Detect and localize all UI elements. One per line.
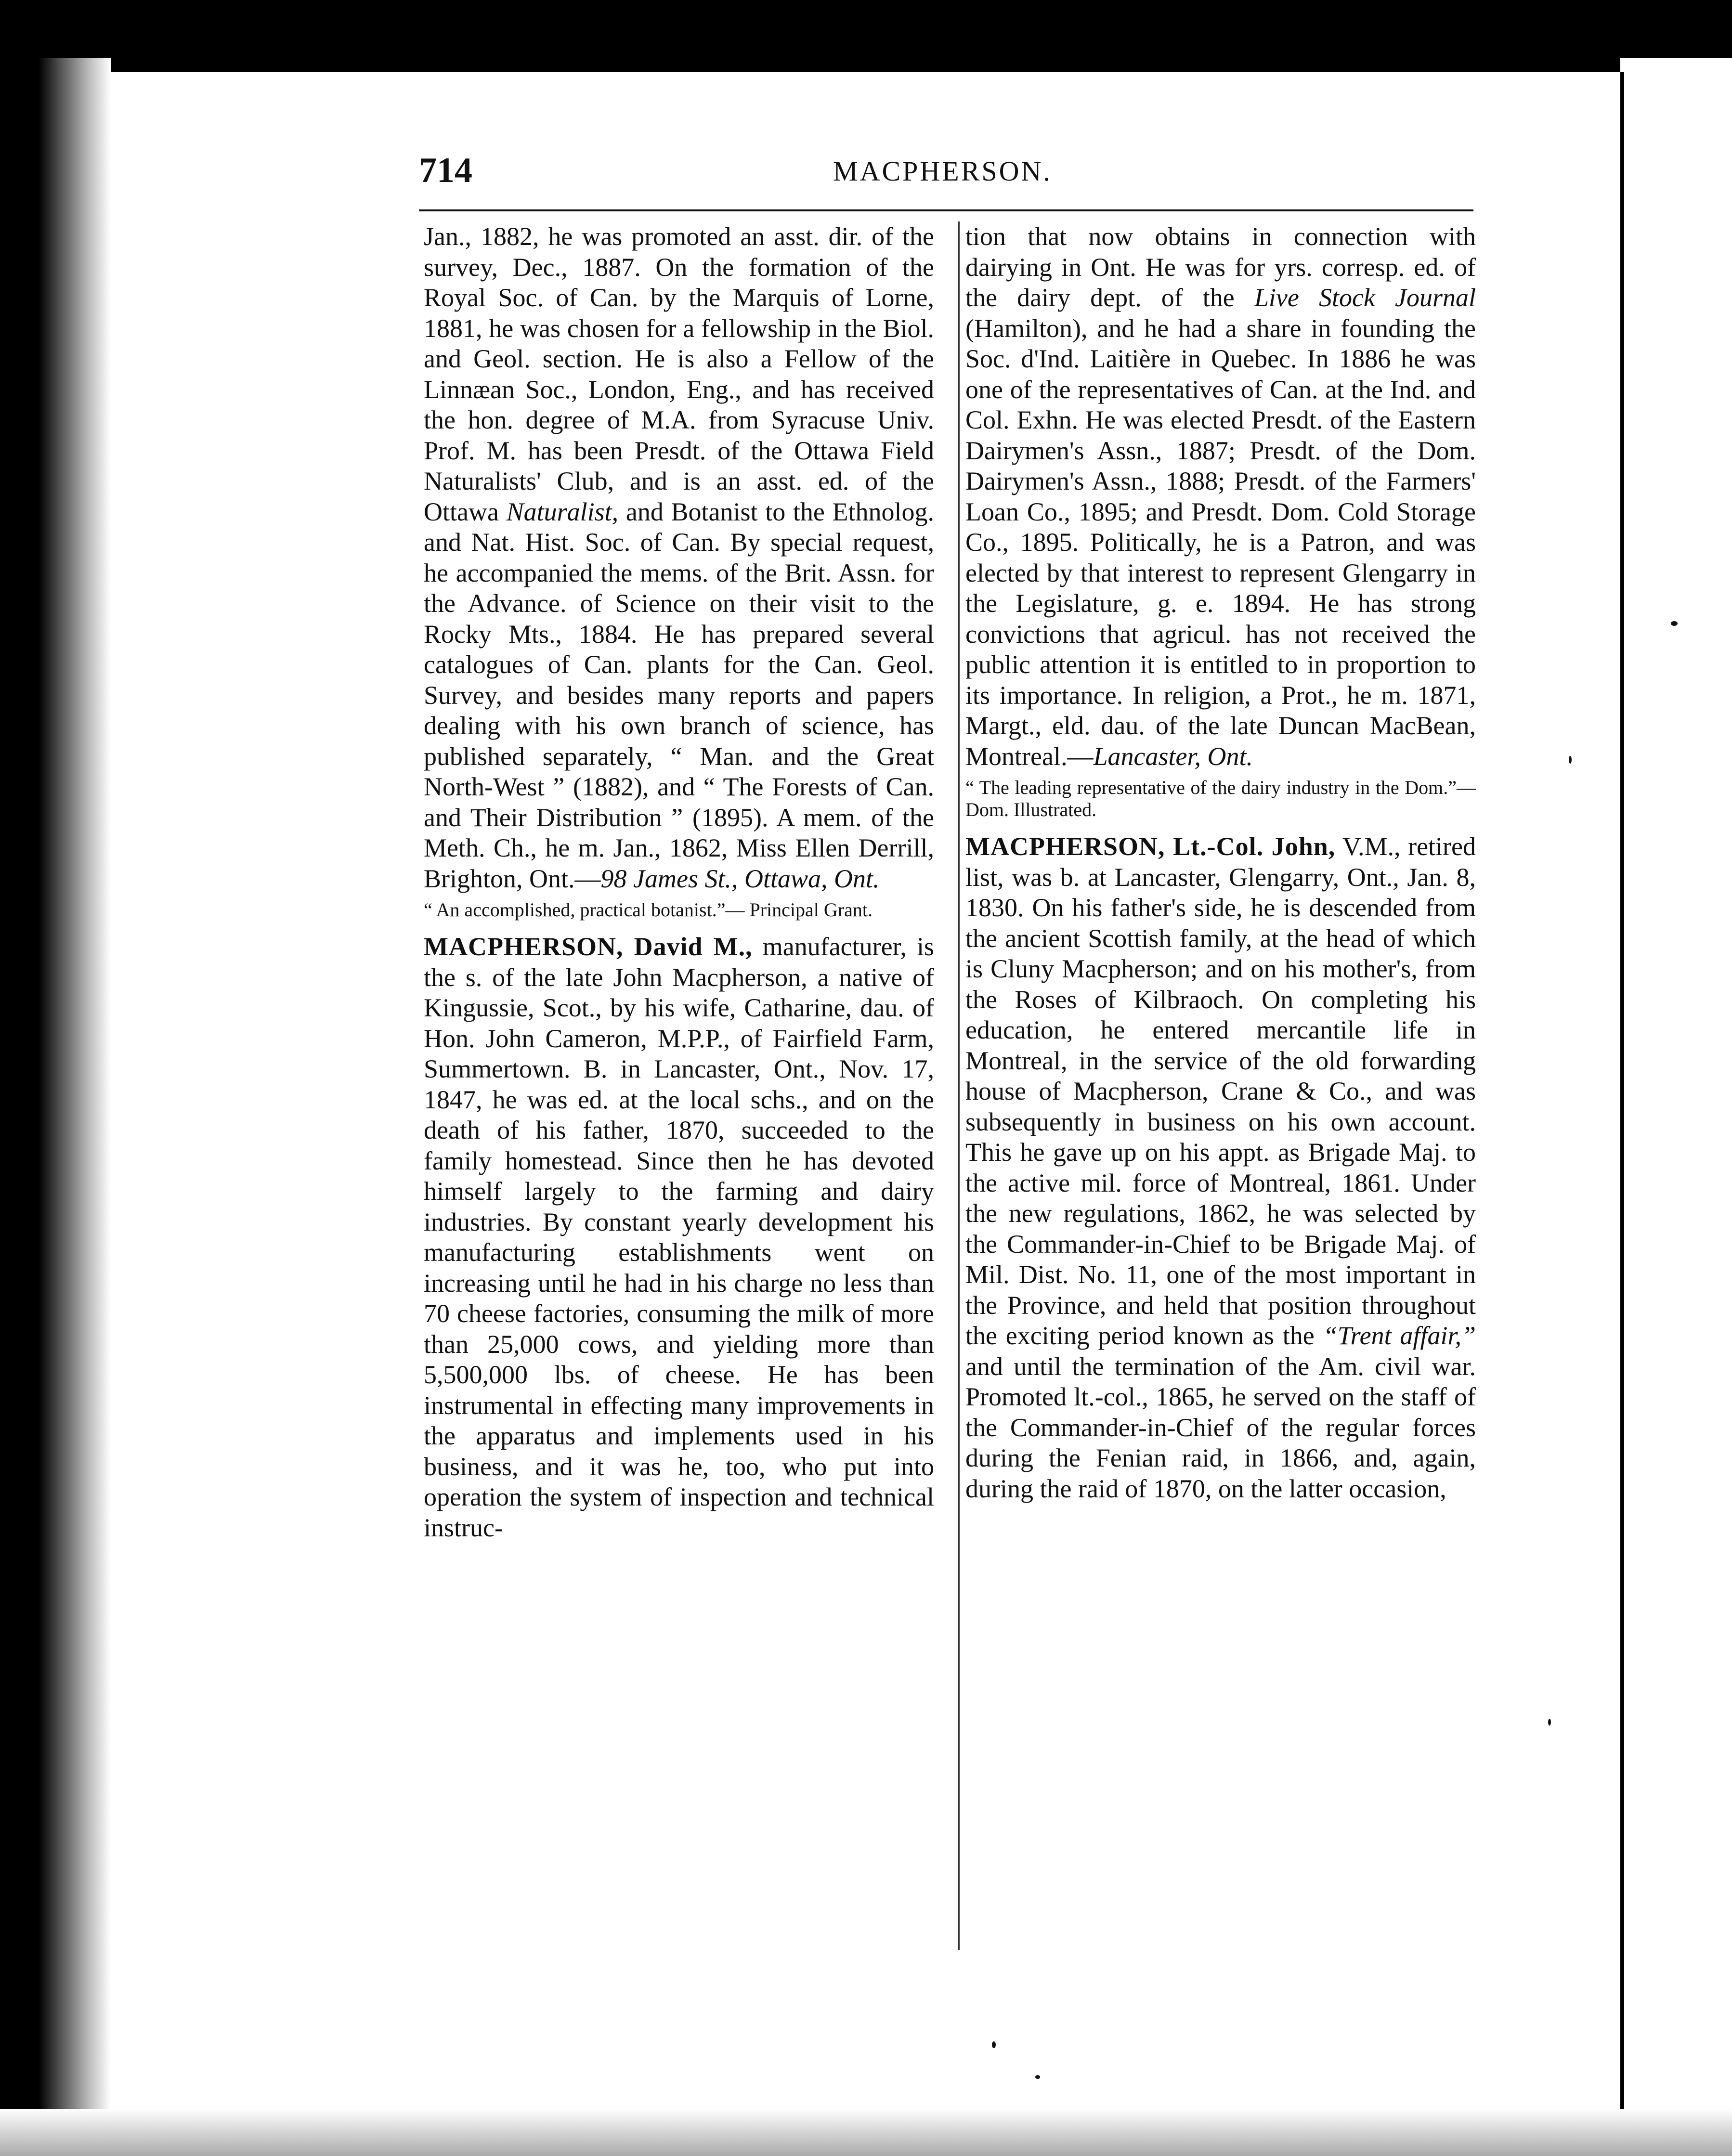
entry-continuation-paragraph: tion that now obtains in connection with dairying in Ont. He was for yrs. corresp. ed. of the dairy dept. of the Live Stock Journal (Hamilton), and he had a share in founding the Soc. d'Ind. Laitière in Quebec. In 1886 he was one of the representatives of Can. at the Ind. and Col. Exhn. He was elected Presdt. of the Eastern Dairymen's Assn., 1887; Presdt. of the Dom. Dairymen's Assn., 1888; Presdt. of the Farmers' Loan Co., 1895; and Presdt. Dom. Cold Storage Co., 1895. Politically, he is a Patron, and was elected by that interest to represent Glengarry in the Legislature, g. e. 1894. He has strong convictions that agricul. has not received the public attention it is entitled to in proportion to its importance. In religion, a Prot., he m. 1871, Margt., eld. dau. of the late Duncan MacBean, Montreal.—Lancaster, Ont. bbox=[965, 222, 1476, 771]
entry-heading: MACPHERSON, David M., bbox=[424, 932, 753, 961]
scan-speck bbox=[1569, 756, 1572, 764]
scan-speck bbox=[1548, 1719, 1551, 1726]
entry-heading: MACPHERSON, Lt.-Col. John, bbox=[965, 832, 1336, 861]
header-rule bbox=[419, 209, 1473, 211]
running-title: MACPHERSON. bbox=[833, 156, 1052, 187]
right-column bbox=[965, 221, 1476, 1504]
testimonial-quote: “ An accomplished, practical botanist.”— Principal Grant. bbox=[424, 899, 873, 921]
column-divider bbox=[958, 221, 960, 1950]
scan-right-edge-line bbox=[1620, 72, 1624, 2156]
address: Lancaster, Ont. bbox=[1093, 741, 1253, 771]
entry-continuation-paragraph: Jan., 1882, he was promoted an asst. dir. of the survey, Dec., 1887. On the formation of the Royal Soc. of Can. by the Marquis of Lorne, 1881, he was chosen for a fellowship in the Biol. and Geol. section. He is also a Fellow of the Linnæan Soc., London, Eng., and has received the hon. degree of M.A. from Syracuse Univ. Prof. M. has been Presdt. of the Ottawa Field Naturalists' Club, and is an asst. ed. of the Ottawa Naturalist, and Botanist to the Ethnolog. and Nat. Hist. Soc. of Can. By special request, he accompanied the mems. of the Brit. Assn. for the Advance. of Science on their visit to the Rocky Mts., 1884. He has prepared several catalogues of Can. plants for the Can. Geol. Survey, and besides many reports and papers dealing with his own branch of science, has published separately, “ Man. and the Great North-West ” (1882), and “ The Forests of Can. and Their Distribution ” (1895). A mem. of the Meth. Ch., he m. Jan., 1862, Miss Ellen Derrill, Brighton, Ont.—98 James St., Ottawa, Ont. bbox=[424, 222, 935, 893]
entry-john-macpherson: MACPHERSON, Lt.-Col. John, V.M., retired list, was b. at Lancaster, Glengarry, Ont., Jan. 8, 1830. On his father's side, he is descended from the ancient Scottish family, at the head of which is Cluny Macpherson; and on his mother's, from the Roses of Kilbraoch. On completing his education, he entered mercantile life in Montreal, in the service of the old forwarding house of Macpherson, Crane & Co., and was subsequently in business on his own account. This he gave up on his appt. as Brigade Maj. to the active mil. force of Montreal, 1861. Under the new regulations, 1862, he was selected by the Commander-in-Chief to be Brigade Maj. of Mil. Dist. No. 11, one of the most important in the Province, and held that position throughout the exciting period known as the “Trent affair,” and until the termination of the Am. civil war. Promoted lt.-col., 1865, he served on the staff of the Commander-in-Chief of the regular forces during the Fenian raid, in 1866, and, again, during the raid of 1870, on the latter occasion, bbox=[965, 832, 1476, 1503]
scan-top-border bbox=[0, 0, 1732, 72]
journal-title: Live Stock Journal bbox=[1254, 283, 1476, 312]
journal-title: Naturalist, bbox=[506, 497, 619, 526]
scan-speck bbox=[1671, 621, 1678, 626]
scan-bottom-edge bbox=[0, 2109, 1732, 2156]
event-name: “Trent affair,” bbox=[1323, 1321, 1476, 1350]
page-header bbox=[419, 150, 1478, 198]
scan-speck bbox=[1035, 2075, 1040, 2079]
left-column bbox=[424, 221, 934, 1543]
quote-source: Principal Grant. bbox=[749, 899, 873, 921]
page-number: 714 bbox=[419, 151, 472, 190]
address: 98 James St., Ottawa, Ont. bbox=[600, 864, 880, 893]
scan-right-margin bbox=[1620, 58, 1732, 2156]
testimonial-quote: “ The leading representative of the dairy industry in the Dom.”— Dom. Illustrated. bbox=[965, 777, 1476, 820]
scan-speck bbox=[992, 2041, 996, 2048]
entry-david-macpherson: MACPHERSON, David M., manufacturer, is the s. of the late John Macpherson, a native of Kingussie, Scot., by his wife, Catharine, dau. of Hon. John Cameron, M.P.P., of Fairfield Farm, Summertown. B. in Lancaster, Ont., Nov. 17, 1847, he was ed. at the local schs., and on the death of his father, 1870, succeeded to the family homestead. Since then he has devoted himself largely to the farming and dairy industries. By constant yearly development his manufacturing establishments went on increasing until he had in his charge no less than 70 cheese factories, consuming the milk of more than 25,000 cows, and yielding more than 5,500,000 lbs. of cheese. He has been instrumental in effecting many improvements in the apparatus and implements used in his business, and it was he, too, who put into operation the system of inspection and technical instruc- bbox=[424, 932, 934, 1542]
scan-left-binding-shadow bbox=[0, 58, 111, 2156]
quote-source: Dom. Illustrated. bbox=[965, 799, 1097, 820]
